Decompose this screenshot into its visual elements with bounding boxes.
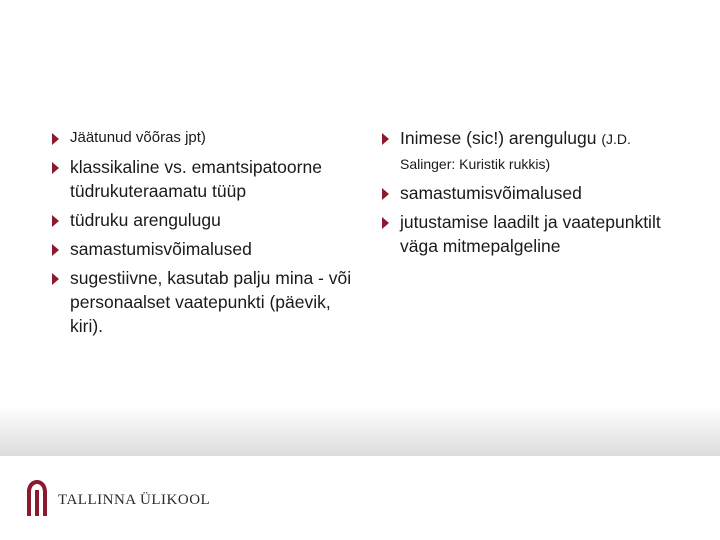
bullet-arrow-icon xyxy=(382,217,389,229)
bullet-item xyxy=(378,210,688,258)
bullet-arrow-icon xyxy=(52,273,59,285)
bullet-text: Jäätunud võõras jpt) xyxy=(70,129,206,146)
bullet-text: sugestiivne, kasutab palju mina - või personaalset vaatepunkti (päevik, kiri). xyxy=(70,268,352,336)
tallinn-university-logo-icon xyxy=(24,478,50,516)
footer-gradient-band xyxy=(0,406,720,456)
bullet-text: klassikaline vs. emantsipatoorne tüdrukuteraamatu tüüp xyxy=(70,157,322,201)
bullet-item xyxy=(48,208,358,232)
bullet-item xyxy=(48,126,358,150)
brand-name: TALLINNA ÜLIKOOL xyxy=(58,492,211,508)
bullet-item xyxy=(48,237,358,261)
bullet-arrow-icon xyxy=(52,215,59,227)
left-column xyxy=(48,126,358,343)
left-bullet-list xyxy=(48,126,358,338)
bullet-arrow-icon xyxy=(52,133,59,145)
right-column xyxy=(378,126,688,263)
bullet-text: Inimese (sic!) arengulugu xyxy=(400,128,597,148)
bullet-item xyxy=(378,181,688,205)
bullet-arrow-icon xyxy=(52,244,59,256)
bullet-citation: (J.D. Salinger: Kuristik rukkis) xyxy=(400,131,631,172)
bullet-item xyxy=(48,155,358,203)
bullet-text: jutustamise laadilt ja vaatepunktilt väga mitmepalgeline xyxy=(400,212,661,256)
bullet-arrow-icon xyxy=(52,162,59,174)
bullet-item xyxy=(378,126,688,176)
bullet-arrow-icon xyxy=(382,188,389,200)
right-bullet-list xyxy=(378,126,688,258)
bullet-text: samastumisvõimalused xyxy=(400,183,582,203)
bullet-text: samastumisvõimalused xyxy=(70,239,252,259)
bullet-item xyxy=(48,266,358,338)
bullet-text: tüdruku arengulugu xyxy=(70,210,221,230)
bullet-arrow-icon xyxy=(382,133,389,145)
